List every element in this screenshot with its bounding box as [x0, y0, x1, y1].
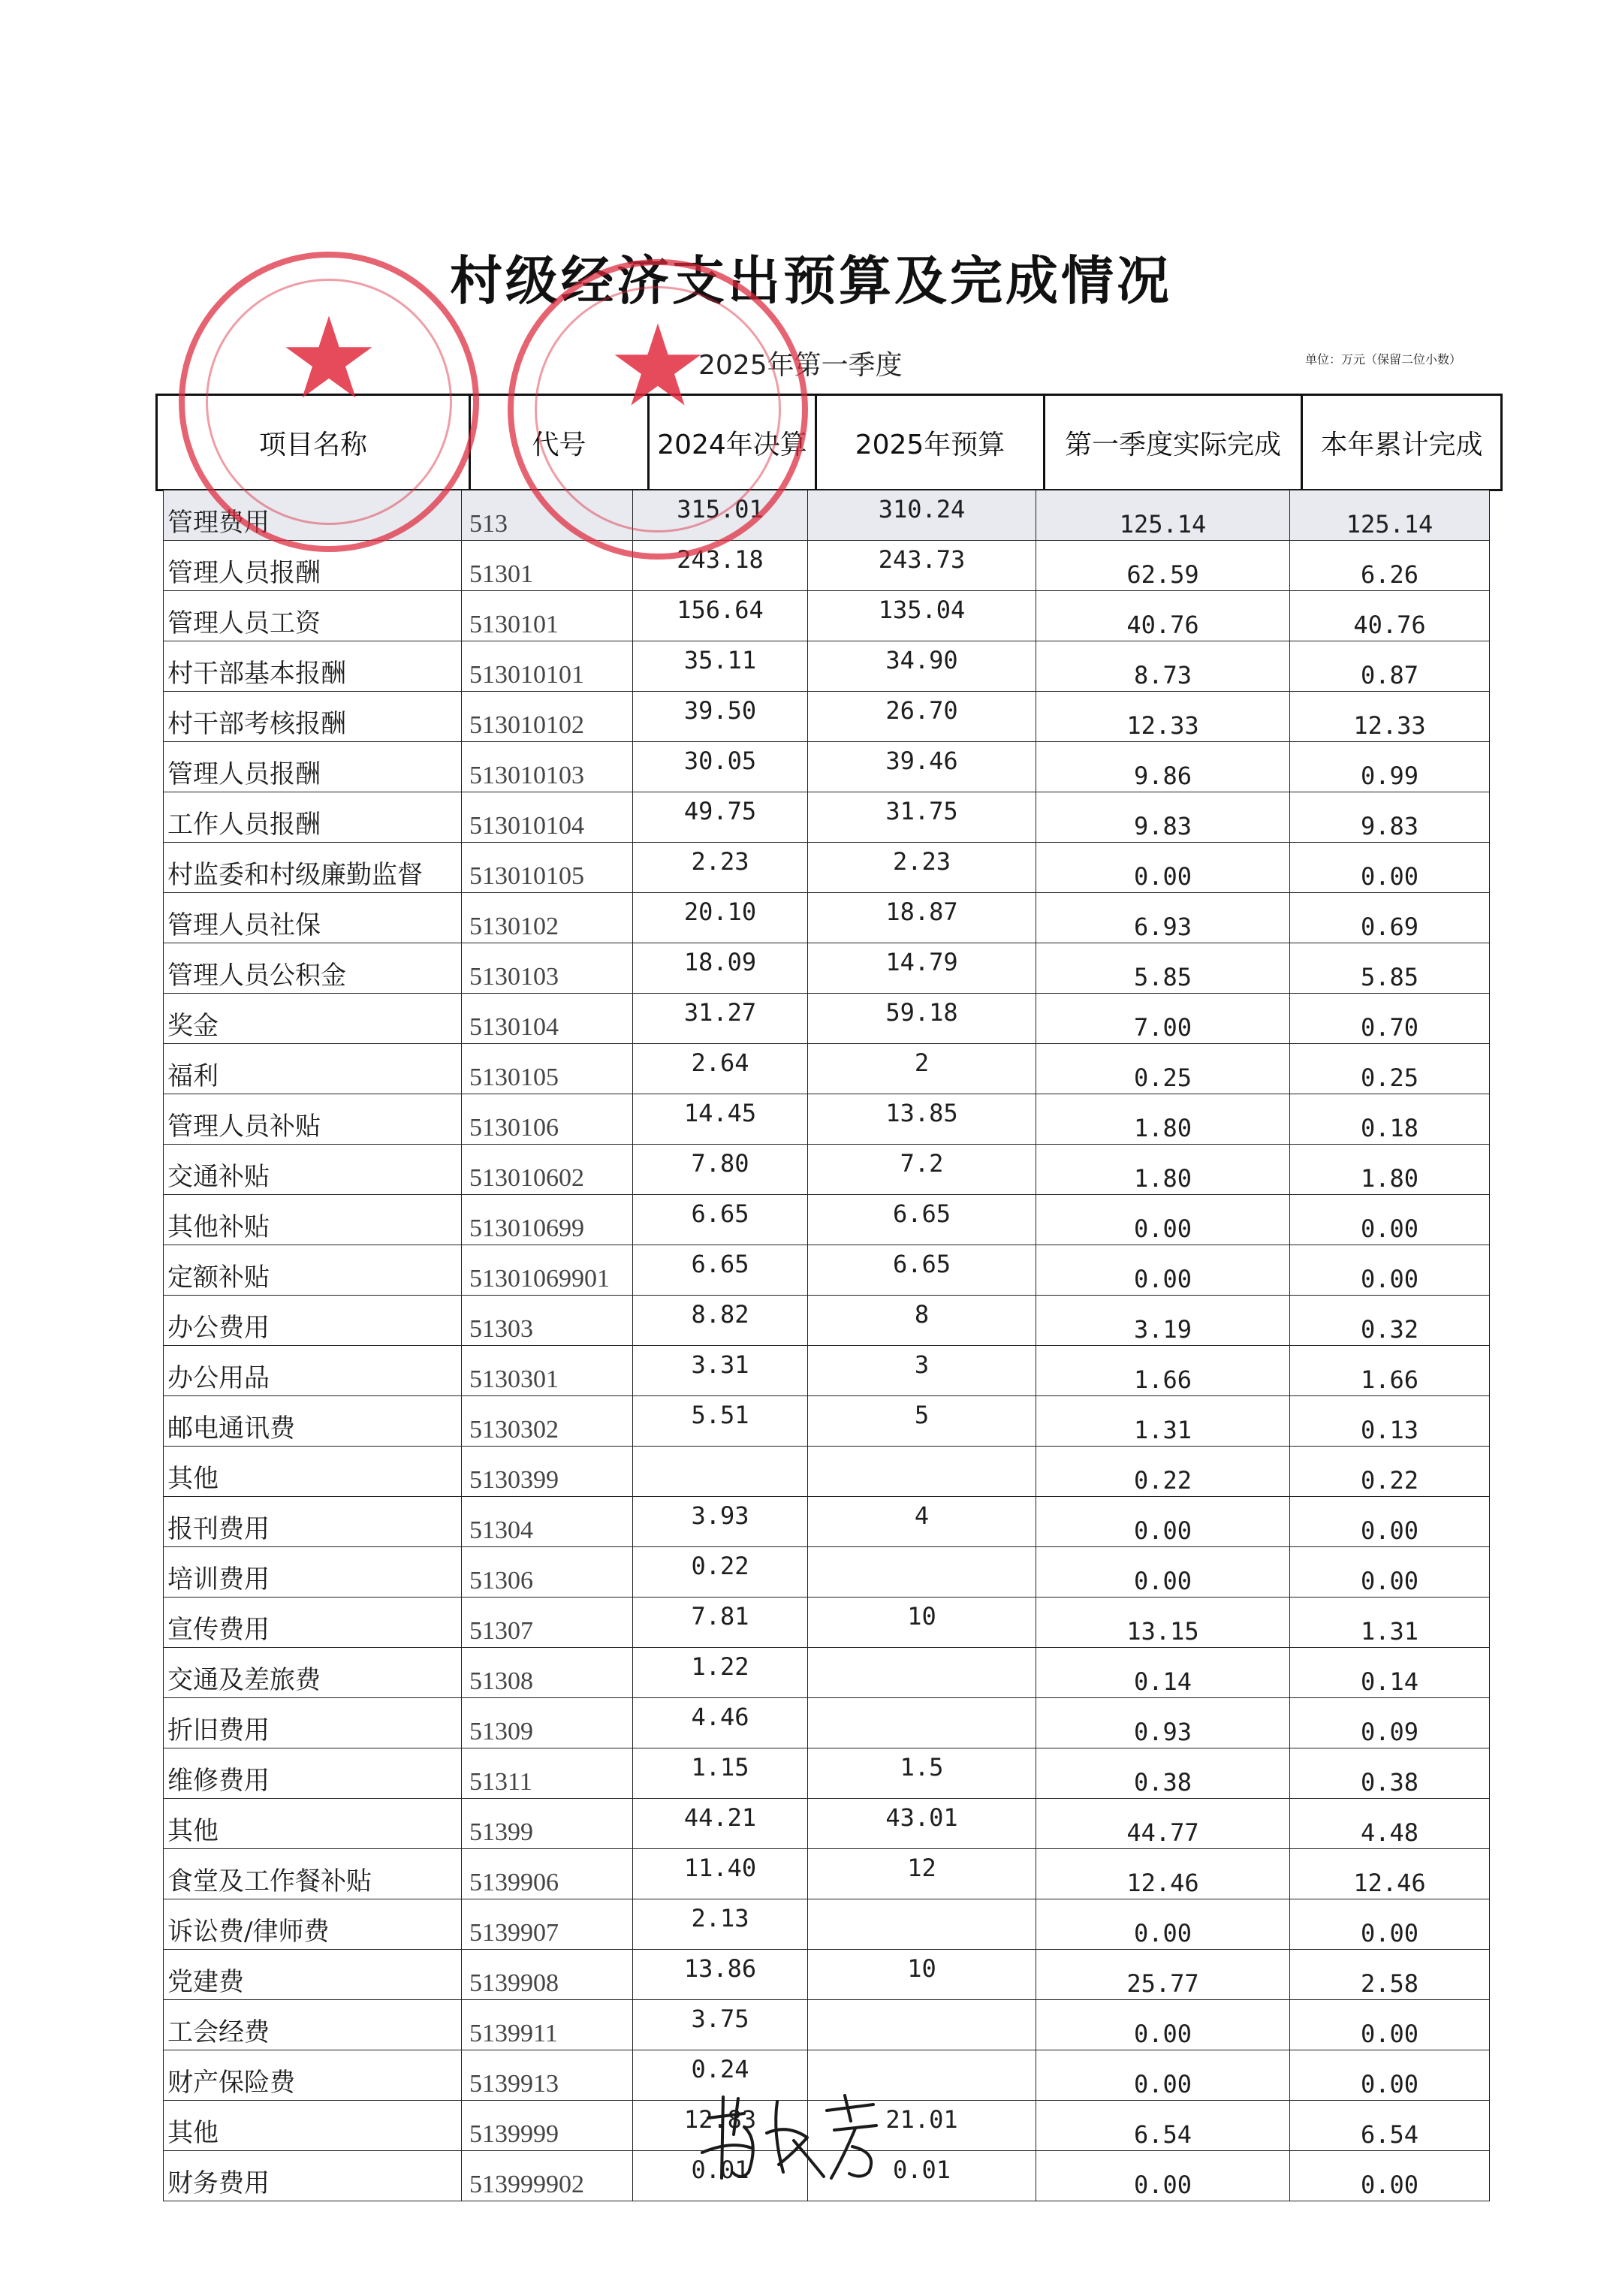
cell-item-name: 管理人员公积金: [164, 943, 462, 994]
table-row: [164, 1245, 1490, 1296]
col-header-2024-final: 2024年决算: [649, 395, 816, 490]
table-row: [164, 1497, 1490, 1547]
cell-code: 513010602: [462, 1145, 633, 1195]
cell-code: 5130301: [462, 1346, 633, 1396]
cell-item-name: 交通补贴: [164, 1145, 462, 1195]
cell-code: 513010102: [462, 692, 633, 742]
table-row: [164, 1447, 1490, 1497]
cell-2025-budget: 10: [808, 1598, 1036, 1648]
cell-ytd: 0.00: [1290, 1195, 1490, 1245]
cell-2024-final: 3.75: [633, 2000, 808, 2050]
cell-q1-actual: 7.00: [1036, 994, 1290, 1044]
cell-2025-budget: 59.18: [808, 994, 1036, 1044]
cell-ytd: 0.13: [1290, 1396, 1490, 1447]
cell-2024-final: 2.13: [633, 1899, 808, 1950]
cell-q1-actual: 44.77: [1036, 1799, 1290, 1849]
table-row: [164, 994, 1490, 1044]
cell-2025-budget: 18.87: [808, 893, 1036, 943]
cell-code: 513010104: [462, 792, 633, 843]
cell-2025-budget: 2.23: [808, 843, 1036, 893]
cell-ytd: 12.33: [1290, 692, 1490, 742]
cell-ytd: 0.00: [1290, 2000, 1490, 2050]
cell-q1-actual: 6.54: [1036, 2101, 1290, 2151]
cell-item-name: 办公用品: [164, 1346, 462, 1396]
cell-2024-final: 31.27: [633, 994, 808, 1044]
cell-2025-budget: [808, 1698, 1036, 1748]
cell-item-name: 村干部基本报酬: [164, 641, 462, 692]
cell-code: 5139907: [462, 1899, 633, 1950]
cell-q1-actual: 40.76: [1036, 591, 1290, 641]
cell-2024-final: 39.50: [633, 692, 808, 742]
cell-code: 51306: [462, 1547, 633, 1598]
cell-ytd: 0.38: [1290, 1748, 1490, 1799]
cell-q1-actual: 62.59: [1036, 541, 1290, 591]
cell-2024-final: 315.01: [633, 490, 808, 541]
cell-q1-actual: 1.80: [1036, 1145, 1290, 1195]
cell-2024-final: 49.75: [633, 792, 808, 843]
cell-2024-final: 7.81: [633, 1598, 808, 1648]
cell-q1-actual: 0.38: [1036, 1748, 1290, 1799]
cell-2025-budget: 10: [808, 1950, 1036, 2000]
cell-item-name: 奖金: [164, 994, 462, 1044]
cell-q1-actual: 1.80: [1036, 1094, 1290, 1145]
cell-item-name: 办公费用: [164, 1296, 462, 1346]
cell-2025-budget: 0.01: [808, 2151, 1036, 2201]
cell-item-name: 食堂及工作餐补贴: [164, 1849, 462, 1899]
cell-ytd: 12.46: [1290, 1849, 1490, 1899]
cell-2024-final: 6.65: [633, 1195, 808, 1245]
cell-item-name: 财产保险费: [164, 2050, 462, 2101]
cell-2025-budget: [808, 2000, 1036, 2050]
cell-ytd: 0.00: [1290, 1245, 1490, 1296]
cell-2025-budget: 8: [808, 1296, 1036, 1346]
table-row: [164, 742, 1490, 792]
cell-item-name: 财务费用: [164, 2151, 462, 2201]
cell-ytd: 0.09: [1290, 1698, 1490, 1748]
cell-code: 5130399: [462, 1447, 633, 1497]
cell-2025-budget: 310.24: [808, 490, 1036, 541]
cell-2024-final: 3.31: [633, 1346, 808, 1396]
period-subtitle: 2025年第一季度: [698, 350, 903, 381]
cell-code: 513010699: [462, 1195, 633, 1245]
table-row: [164, 1346, 1490, 1396]
table-row: [164, 692, 1490, 742]
cell-ytd: 4.48: [1290, 1799, 1490, 1849]
col-header-code: 代号: [470, 395, 649, 490]
cell-item-name: 维修费用: [164, 1748, 462, 1799]
cell-2024-final: 2.64: [633, 1044, 808, 1094]
table-row: [164, 1547, 1490, 1598]
cell-code: 51307: [462, 1598, 633, 1648]
cell-2024-final: 3.93: [633, 1497, 808, 1547]
cell-ytd: 1.66: [1290, 1346, 1490, 1396]
table-row: [164, 1950, 1490, 2000]
cell-2024-final: 1.15: [633, 1748, 808, 1799]
page-title: 村级经济支出预算及完成情况: [450, 250, 1172, 312]
cell-item-name: 其他: [164, 2101, 462, 2151]
cell-2024-final: 18.09: [633, 943, 808, 994]
cell-q1-actual: 0.22: [1036, 1447, 1290, 1497]
cell-2024-final: 13.86: [633, 1950, 808, 2000]
cell-q1-actual: 0.00: [1036, 1899, 1290, 1950]
cell-code: 5130105: [462, 1044, 633, 1094]
cell-q1-actual: 0.00: [1036, 1195, 1290, 1245]
cell-ytd: 0.22: [1290, 1447, 1490, 1497]
cell-2024-final: 14.45: [633, 1094, 808, 1145]
cell-2024-final: 20.10: [633, 893, 808, 943]
cell-ytd: 1.31: [1290, 1598, 1490, 1648]
table-row: [164, 943, 1490, 994]
cell-item-name: 交通及差旅费: [164, 1648, 462, 1698]
cell-item-name: 村监委和村级廉勤监督: [164, 843, 462, 893]
cell-item-name: 管理人员社保: [164, 893, 462, 943]
col-header-name: 项目名称: [157, 395, 470, 490]
cell-2024-final: 6.65: [633, 1245, 808, 1296]
cell-item-name: 管理人员报酬: [164, 742, 462, 792]
cell-2024-final: 5.51: [633, 1396, 808, 1447]
cell-item-name: 其他补贴: [164, 1195, 462, 1245]
cell-code: 513010105: [462, 843, 633, 893]
cell-q1-actual: 0.25: [1036, 1044, 1290, 1094]
cell-2024-final: 156.64: [633, 591, 808, 641]
cell-ytd: 0.00: [1290, 1547, 1490, 1598]
cell-code: 51301: [462, 541, 633, 591]
handwritten-signature-icon: [695, 2088, 890, 2186]
header-row: [157, 395, 1502, 490]
cell-item-name: 其他: [164, 1799, 462, 1849]
cell-2024-final: 44.21: [633, 1799, 808, 1849]
table-row: [164, 1748, 1490, 1799]
cell-code: 513010101: [462, 641, 633, 692]
cell-item-name: 党建费: [164, 1950, 462, 2000]
cell-2025-budget: 39.46: [808, 742, 1036, 792]
cell-item-name: 管理人员报酬: [164, 541, 462, 591]
cell-2025-budget: 4: [808, 1497, 1036, 1547]
table-row: [164, 1648, 1490, 1698]
cell-ytd: 1.80: [1290, 1145, 1490, 1195]
table-row: [164, 1396, 1490, 1447]
cell-ytd: 0.32: [1290, 1296, 1490, 1346]
cell-2025-budget: [808, 1547, 1036, 1598]
unit-note: 单位：万元（保留二位小数）: [1305, 352, 1462, 367]
cell-2025-budget: 7.2: [808, 1145, 1036, 1195]
cell-q1-actual: 13.15: [1036, 1598, 1290, 1648]
cell-2025-budget: 3: [808, 1346, 1036, 1396]
cell-code: 513999902: [462, 2151, 633, 2201]
cell-ytd: 0.18: [1290, 1094, 1490, 1145]
table-row: [164, 1195, 1490, 1245]
cell-2025-budget: 43.01: [808, 1799, 1036, 1849]
cell-q1-actual: 5.85: [1036, 943, 1290, 994]
table-row: [164, 1044, 1490, 1094]
cell-q1-actual: 1.66: [1036, 1346, 1290, 1396]
cell-q1-actual: 3.19: [1036, 1296, 1290, 1346]
table-row: [164, 2000, 1490, 2050]
cell-2024-final: 243.18: [633, 541, 808, 591]
table-row: [164, 843, 1490, 893]
cell-code: 5130302: [462, 1396, 633, 1447]
cell-code: 51311: [462, 1748, 633, 1799]
cell-ytd: 0.69: [1290, 893, 1490, 943]
cell-2025-budget: 6.65: [808, 1245, 1036, 1296]
cell-2024-final: 0.24: [633, 2050, 808, 2101]
cell-2025-budget: [808, 1899, 1036, 1950]
cell-2025-budget: 243.73: [808, 541, 1036, 591]
table-row: [164, 1598, 1490, 1648]
cell-ytd: 0.87: [1290, 641, 1490, 692]
cell-code: 5139913: [462, 2050, 633, 2101]
cell-2024-final: 0.22: [633, 1547, 808, 1598]
cell-ytd: 0.00: [1290, 2050, 1490, 2101]
cell-code: 5139999: [462, 2101, 633, 2151]
cell-q1-actual: 9.86: [1036, 742, 1290, 792]
cell-item-name: 邮电通讯费: [164, 1396, 462, 1447]
table-row: [164, 541, 1490, 591]
cell-code: 5130102: [462, 893, 633, 943]
cell-2024-final: [633, 1447, 808, 1497]
cell-ytd: 0.99: [1290, 742, 1490, 792]
cell-2025-budget: 12: [808, 1849, 1036, 1899]
cell-2025-budget: 6.65: [808, 1195, 1036, 1245]
cell-2024-final: 11.40: [633, 1849, 808, 1899]
col-header-q1-actual: 第一季度实际完成: [1045, 395, 1302, 490]
cell-2024-final: 12.83: [633, 2101, 808, 2151]
cell-item-name: 折旧费用: [164, 1698, 462, 1748]
cell-2024-final: 35.11: [633, 641, 808, 692]
cell-q1-actual: 125.14: [1036, 490, 1290, 541]
table-row: [164, 1849, 1490, 1899]
cell-2025-budget: 5: [808, 1396, 1036, 1447]
cell-ytd: 0.14: [1290, 1648, 1490, 1698]
cell-ytd: 0.00: [1290, 843, 1490, 893]
cell-ytd: 125.14: [1290, 490, 1490, 541]
table-row: [164, 1799, 1490, 1849]
cell-item-name: 管理人员工资: [164, 591, 462, 641]
cell-ytd: 9.83: [1290, 792, 1490, 843]
cell-q1-actual: 8.73: [1036, 641, 1290, 692]
table-row: [164, 792, 1490, 843]
cell-code: 513010103: [462, 742, 633, 792]
cell-2024-final: 2.23: [633, 843, 808, 893]
cell-2025-budget: [808, 1648, 1036, 1698]
budget-table: [163, 490, 1490, 2201]
cell-q1-actual: 0.00: [1036, 1547, 1290, 1598]
cell-2024-final: 0.01: [633, 2151, 808, 2201]
cell-code: 51399: [462, 1799, 633, 1849]
cell-ytd: 6.54: [1290, 2101, 1490, 2151]
cell-item-name: 工会经费: [164, 2000, 462, 2050]
cell-2024-final: 1.22: [633, 1648, 808, 1698]
cell-code: 51308: [462, 1648, 633, 1698]
cell-code: 5139906: [462, 1849, 633, 1899]
cell-2024-final: 30.05: [633, 742, 808, 792]
cell-item-name: 工作人员报酬: [164, 792, 462, 843]
cell-2024-final: 4.46: [633, 1698, 808, 1748]
table-row: [164, 641, 1490, 692]
cell-q1-actual: 0.00: [1036, 2151, 1290, 2201]
cell-ytd: 0.25: [1290, 1044, 1490, 1094]
cell-q1-actual: 0.00: [1036, 1497, 1290, 1547]
cell-item-name: 管理费用: [164, 490, 462, 541]
cell-code: 5139911: [462, 2000, 633, 2050]
cell-code: 51304: [462, 1497, 633, 1547]
cell-q1-actual: 0.00: [1036, 843, 1290, 893]
table-row: [164, 1094, 1490, 1145]
cell-q1-actual: 25.77: [1036, 1950, 1290, 2000]
table-row: [164, 490, 1490, 541]
cell-code: 51303: [462, 1296, 633, 1346]
cell-code: 51301069901: [462, 1245, 633, 1296]
cell-item-name: 宣传费用: [164, 1598, 462, 1648]
cell-ytd: 0.00: [1290, 1899, 1490, 1950]
cell-item-name: 培训费用: [164, 1547, 462, 1598]
cell-ytd: 0.00: [1290, 1497, 1490, 1547]
cell-item-name: 报刊费用: [164, 1497, 462, 1547]
cell-2025-budget: 34.90: [808, 641, 1036, 692]
cell-2025-budget: 135.04: [808, 591, 1036, 641]
table-row: [164, 1899, 1490, 1950]
cell-q1-actual: 0.93: [1036, 1698, 1290, 1748]
cell-q1-actual: 0.00: [1036, 2000, 1290, 2050]
cell-ytd: 40.76: [1290, 591, 1490, 641]
cell-2025-budget: 14.79: [808, 943, 1036, 994]
cell-ytd: 5.85: [1290, 943, 1490, 994]
cell-2025-budget: 26.70: [808, 692, 1036, 742]
cell-q1-actual: 0.14: [1036, 1648, 1290, 1698]
cell-q1-actual: 0.00: [1036, 1245, 1290, 1296]
cell-2025-budget: 13.85: [808, 1094, 1036, 1145]
col-header-ytd: 本年累计完成: [1302, 395, 1502, 490]
cell-code: 5130101: [462, 591, 633, 641]
cell-code: 5130104: [462, 994, 633, 1044]
cell-code: 5130103: [462, 943, 633, 994]
cell-q1-actual: 12.33: [1036, 692, 1290, 742]
cell-ytd: 0.00: [1290, 2151, 1490, 2201]
cell-item-name: 其他: [164, 1447, 462, 1497]
cell-item-name: 村干部考核报酬: [164, 692, 462, 742]
cell-code: 51309: [462, 1698, 633, 1748]
cell-ytd: 6.26: [1290, 541, 1490, 591]
col-header-2025-budget: 2025年预算: [816, 395, 1045, 490]
cell-2025-budget: 31.75: [808, 792, 1036, 843]
cell-2025-budget: 21.01: [808, 2101, 1036, 2151]
table-row: [164, 1145, 1490, 1195]
cell-ytd: 0.70: [1290, 994, 1490, 1044]
cell-code: 5130106: [462, 1094, 633, 1145]
table-row: [164, 1296, 1490, 1346]
cell-ytd: 2.58: [1290, 1950, 1490, 2000]
table-row: [164, 1698, 1490, 1748]
cell-q1-actual: 12.46: [1036, 1849, 1290, 1899]
star-icon: ★: [278, 294, 380, 424]
cell-2025-budget: 2: [808, 1044, 1036, 1094]
cell-item-name: 管理人员补贴: [164, 1094, 462, 1145]
table-row: [164, 591, 1490, 641]
cell-q1-actual: 0.00: [1036, 2050, 1290, 2101]
cell-code: 513: [462, 490, 633, 541]
cell-2025-budget: [808, 1447, 1036, 1497]
cell-item-name: 定额补贴: [164, 1245, 462, 1296]
star-icon: ★: [607, 301, 709, 432]
cell-code: 5139908: [462, 1950, 633, 2000]
cell-q1-actual: 1.31: [1036, 1396, 1290, 1447]
cell-2025-budget: 1.5: [808, 1748, 1036, 1799]
cell-2024-final: 7.80: [633, 1145, 808, 1195]
cell-item-name: 福利: [164, 1044, 462, 1094]
cell-q1-actual: 9.83: [1036, 792, 1290, 843]
cell-item-name: 诉讼费/律师费: [164, 1899, 462, 1950]
header-table: [155, 394, 1503, 491]
cell-q1-actual: 6.93: [1036, 893, 1290, 943]
cell-2024-final: 8.82: [633, 1296, 808, 1346]
table-row: [164, 893, 1490, 943]
